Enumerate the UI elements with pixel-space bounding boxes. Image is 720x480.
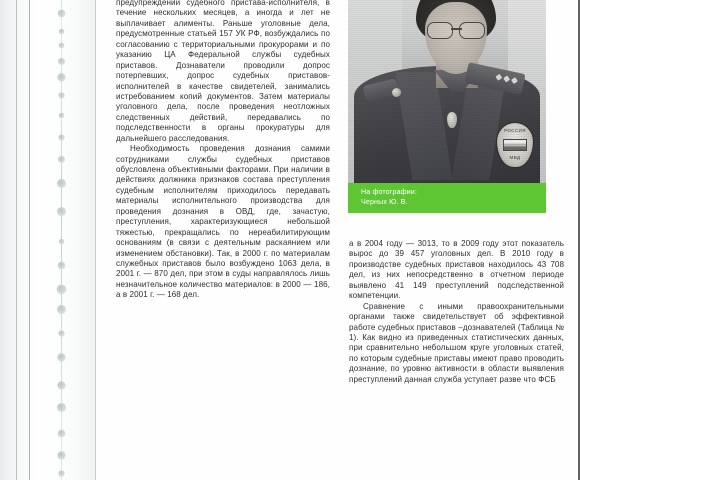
book-gutter bbox=[0, 0, 96, 480]
gutter-line-3 bbox=[95, 0, 96, 480]
photo-caption-line1: На фотографии: bbox=[361, 188, 417, 196]
paragraph: Сравнение с иными правоохранительными органами также свидетельствует об эффективной работе судебных приставов –дознавателей (Таблица № 1). Как видно из приведенных статистических данных, при сравнительно небольшом круге уголовных статей, по которым судебные приставы имеют право проводить дознание, по уровню активности в области выявления преступлений данная служба уступает разве что ФСБ bbox=[349, 301, 564, 384]
photo-caption-band bbox=[348, 183, 546, 213]
portrait-photo bbox=[348, 0, 546, 183]
paragraph: а в 2004 году — 3013, то в 2009 году этот показатель вырос до 39 457 уголовных дел. В 2010 году в производстве судебных приставов находилось 43 708 дел, из них непосредственно в отчетном периоде выявлено 41 149 преступлений подследственной компетенции. bbox=[349, 239, 564, 301]
badge-bottom-text: МВД bbox=[509, 155, 521, 160]
photo-caption-line2: Черных Ю. В. bbox=[361, 197, 408, 206]
page-outside-area bbox=[578, 0, 720, 480]
article-photo-block bbox=[348, 0, 546, 213]
binding-stitch-dots bbox=[54, 0, 70, 480]
paragraph: предупреждении судебного пристава-исполнителя, в течение нескольких месяцев, а иногда и лет не выплачивает алименты. Раньше уголовные дела, предусмотренные статьей 157 УК РФ, возбуждались по согласованию с территориальными прокурорами и по указанию ЦА Федеральной службы судебных приставов. Дознаватели проводили допрос потерпевших, допрос судебных приставов-исполнителей в качестве свидетелей, занимались истребованием копий документов. Затем материалы уголовного дела, после проведения неотложных следственных действий, передавались по подследственности в органы прокуратуры для дальнейшего расследования. bbox=[116, 0, 330, 143]
page-edge-line bbox=[578, 0, 580, 480]
badge-top-text: РОССИЯ bbox=[504, 128, 526, 133]
text-column-left bbox=[116, 0, 330, 480]
gutter-line-2 bbox=[29, 0, 30, 480]
gutter-line-1 bbox=[16, 0, 17, 480]
text-column-right bbox=[349, 239, 564, 480]
scan-grain-overlay bbox=[348, 0, 546, 183]
paragraph: Необходимость проведения дознания самими сотрудниками службы судебных приставов обусловлена объективными факторами. При наличии в действиях должника признаков состава преступления судебным исполнителям приходилось передавать материалы исполнительного производства для проведения дознания в ОВД, где, зачастую, преступления, характеризующиеся небольшой тяжестью, прекращались по нереабилитирующим основаниям (в связи с деятельным раскаянием или изменением обстановки). Так, в 2000 г. по материалам служебных приставов было возбуждено 1063 дела, в 2001 г. — 870 дел, при этом в суды направлялось лишь незначительное количество материалов: в 2000 — 186, а в 2001 г. — 168 дел. bbox=[116, 144, 330, 300]
